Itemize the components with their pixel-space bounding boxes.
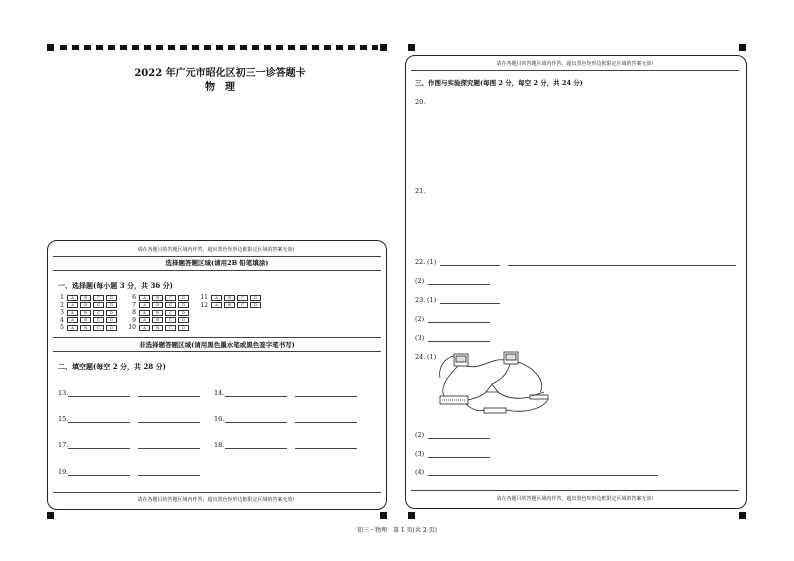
sub-question-label: (4) bbox=[415, 468, 425, 476]
choice-bubble[interactable]: D bbox=[178, 325, 189, 331]
choice-bubble[interactable]: A bbox=[67, 325, 78, 331]
choice-number: 5 bbox=[60, 324, 64, 332]
page-title: 2022 年广元市昭化区初三一诊答题卡 bbox=[134, 68, 306, 79]
choice-bubble[interactable]: A bbox=[139, 295, 150, 301]
sub-question-label: (2) bbox=[415, 431, 425, 439]
choice-bubble[interactable]: A bbox=[211, 295, 222, 301]
choice-number: 7 bbox=[132, 301, 136, 309]
choice-bubble[interactable]: B bbox=[80, 295, 91, 301]
boundary-warning: 请在各题目的答题区域内作答，超出黑色矩形边框限定区域的答案无效! bbox=[496, 61, 654, 67]
circuit-diagram bbox=[436, 348, 556, 418]
question-number: 16. bbox=[214, 415, 225, 423]
choice-bubble[interactable]: D bbox=[106, 295, 117, 301]
battery-icon bbox=[484, 408, 506, 413]
choice-row bbox=[200, 302, 263, 309]
choice-bubble[interactable]: C bbox=[93, 302, 104, 308]
choice-bubble[interactable]: C bbox=[93, 310, 104, 316]
registration-mark bbox=[380, 44, 387, 51]
divider bbox=[53, 492, 381, 493]
section-fill-heading: 二、填空题(每空 2 分，共 28 分) bbox=[58, 362, 166, 371]
divider bbox=[53, 351, 381, 352]
choice-bubble[interactable]: D bbox=[106, 302, 117, 308]
answer-blank[interactable] bbox=[428, 475, 658, 476]
lamp-icon bbox=[486, 384, 498, 392]
section-choice-heading: 一、选择题(每小题 3 分，共 36 分) bbox=[58, 281, 173, 290]
choice-row bbox=[128, 324, 191, 331]
choice-bubble[interactable]: B bbox=[80, 317, 91, 323]
choice-number: 9 bbox=[132, 316, 136, 324]
choice-bubble[interactable]: A bbox=[139, 310, 150, 316]
answer-blank[interactable] bbox=[138, 475, 200, 476]
answer-blank[interactable] bbox=[440, 265, 500, 266]
divider bbox=[53, 270, 381, 271]
answer-blank[interactable] bbox=[295, 422, 357, 423]
choice-bubble[interactable]: A bbox=[139, 325, 150, 331]
answer-blank[interactable] bbox=[138, 448, 200, 449]
choice-row bbox=[200, 294, 263, 301]
choice-bubble[interactable]: C bbox=[165, 295, 176, 301]
choice-number: 10 bbox=[128, 324, 136, 332]
divider bbox=[411, 490, 739, 491]
divider bbox=[53, 256, 381, 257]
question-number: 14. bbox=[214, 389, 225, 397]
divider bbox=[53, 337, 381, 338]
answer-blank[interactable] bbox=[295, 396, 357, 397]
choice-row bbox=[56, 294, 119, 301]
answer-blank[interactable] bbox=[68, 475, 130, 476]
answer-blank[interactable] bbox=[428, 341, 490, 342]
choice-number: 11 bbox=[200, 294, 208, 301]
question-number: 20. bbox=[415, 98, 426, 106]
choice-bubble[interactable]: B bbox=[80, 302, 91, 308]
registration-mark bbox=[739, 44, 746, 51]
boundary-warning: 请在各题目的答题区域内作答，超出黑色矩形边框限定区域的答案无效! bbox=[496, 496, 654, 502]
choice-bubble[interactable]: B bbox=[152, 295, 163, 301]
registration-mark bbox=[739, 512, 746, 519]
answer-blank[interactable] bbox=[138, 422, 200, 423]
page-footer: 初三・物理 第 1 页(共 2 页) bbox=[357, 527, 437, 534]
choice-bubble[interactable]: C bbox=[237, 295, 248, 301]
answer-blank[interactable] bbox=[225, 422, 287, 423]
choice-bubble[interactable]: B bbox=[80, 325, 91, 331]
choice-row bbox=[56, 309, 119, 316]
choice-bubble[interactable]: C bbox=[93, 317, 104, 323]
choice-bubble[interactable]: B bbox=[224, 295, 235, 301]
sub-question-label: (2) bbox=[415, 315, 425, 323]
answer-frame-right bbox=[405, 55, 747, 509]
choice-bubble[interactable]: C bbox=[93, 325, 104, 331]
choice-row bbox=[56, 302, 119, 309]
choice-bubble[interactable]: D bbox=[250, 295, 261, 301]
section-experiment-heading: 三、作图与实验探究题(每图 2 分，每空 2 分，共 24 分) bbox=[415, 79, 583, 87]
choice-bubble[interactable]: A bbox=[67, 295, 78, 301]
answer-blank[interactable] bbox=[68, 448, 130, 449]
question-number: 13. bbox=[58, 389, 69, 397]
choice-row bbox=[128, 309, 191, 316]
choice-number: 2 bbox=[60, 301, 64, 309]
choice-number: 3 bbox=[60, 309, 64, 317]
choice-row bbox=[128, 302, 191, 309]
answer-blank[interactable] bbox=[508, 265, 736, 266]
question-number: 24. bbox=[415, 353, 426, 361]
boundary-warning: 请在各题目的答题区域内作答，超出黑色矩形边框限定区域的答案无效! bbox=[137, 247, 295, 253]
choice-bubble[interactable]: C bbox=[237, 302, 248, 308]
choice-bubble[interactable]: B bbox=[224, 302, 235, 308]
choice-bubble[interactable]: D bbox=[106, 317, 117, 323]
cut-line bbox=[60, 45, 378, 50]
choice-bubble[interactable]: A bbox=[67, 302, 78, 308]
sub-question-label: (3) bbox=[415, 450, 425, 458]
choice-bubble[interactable]: D bbox=[106, 310, 117, 316]
boundary-warning: 请在各题目的答题区域内作答，超出黑色矩形边框限定区域的答案无效! bbox=[137, 497, 295, 503]
choice-bubble[interactable]: B bbox=[152, 317, 163, 323]
answer-blank[interactable] bbox=[225, 396, 287, 397]
choice-number: 8 bbox=[132, 309, 136, 317]
choice-number: 6 bbox=[132, 294, 136, 301]
choice-bubble[interactable]: D bbox=[178, 302, 189, 308]
choice-number: 12 bbox=[200, 301, 208, 309]
answer-blank[interactable] bbox=[295, 448, 357, 449]
choice-bubble[interactable]: C bbox=[165, 317, 176, 323]
answer-blank[interactable] bbox=[138, 396, 200, 397]
answer-blank[interactable] bbox=[68, 422, 130, 423]
answer-blank[interactable] bbox=[428, 438, 490, 439]
question-number: 18. bbox=[214, 441, 225, 449]
subject-title: 物 理 bbox=[205, 82, 235, 93]
choice-bubble[interactable]: D bbox=[178, 310, 189, 316]
question-number: 23. bbox=[415, 296, 426, 304]
choice-bubble[interactable]: B bbox=[152, 310, 163, 316]
registration-mark bbox=[408, 512, 415, 519]
question-number: 15. bbox=[58, 415, 69, 423]
choice-number: 1 bbox=[60, 294, 64, 301]
question-number: 17. bbox=[58, 441, 69, 449]
choice-bubble[interactable]: B bbox=[152, 302, 163, 308]
sub-question-label: (2) bbox=[415, 277, 425, 285]
choice-bubble[interactable]: B bbox=[152, 325, 163, 331]
choice-bubble[interactable]: D bbox=[106, 325, 117, 331]
choice-bubble[interactable]: B bbox=[80, 310, 91, 316]
choice-bubble[interactable]: D bbox=[178, 317, 189, 323]
divider bbox=[411, 70, 739, 71]
registration-mark bbox=[47, 512, 54, 519]
choice-bubble[interactable]: A bbox=[139, 302, 150, 308]
registration-mark bbox=[408, 44, 415, 51]
question-number: 21. bbox=[415, 187, 426, 195]
sub-question-label: (1) bbox=[427, 353, 437, 361]
answer-blank[interactable] bbox=[68, 396, 130, 397]
choice-row bbox=[128, 317, 191, 324]
choice-row bbox=[56, 317, 119, 324]
choice-bubble[interactable]: D bbox=[250, 302, 261, 308]
choice-bubble[interactable]: C bbox=[165, 325, 176, 331]
choice-bubble[interactable]: C bbox=[165, 302, 176, 308]
choice-row bbox=[56, 324, 119, 331]
answer-blank[interactable] bbox=[440, 303, 500, 304]
answer-blank[interactable] bbox=[428, 322, 490, 323]
choice-row bbox=[128, 294, 191, 301]
choice-number: 4 bbox=[60, 316, 64, 324]
choice-area-title: 选择题答题区域(请用2B 铅笔填涂) bbox=[165, 259, 269, 267]
choice-bubble[interactable]: A bbox=[139, 317, 150, 323]
choice-bubble[interactable]: A bbox=[211, 302, 222, 308]
question-number: 22. bbox=[415, 258, 426, 266]
registration-mark bbox=[380, 512, 387, 519]
answer-blank[interactable] bbox=[428, 284, 490, 285]
nonchoice-area-title: 非选择题答题区域(请用黑色墨水笔或黑色签字笔书写) bbox=[139, 341, 295, 349]
choice-bubble[interactable]: C bbox=[93, 295, 104, 301]
sub-question-label: (1) bbox=[427, 296, 437, 304]
choice-bubble[interactable]: C bbox=[165, 310, 176, 316]
answer-blank[interactable] bbox=[225, 448, 287, 449]
answer-blank[interactable] bbox=[428, 457, 490, 458]
choice-bubble[interactable]: D bbox=[178, 295, 189, 301]
question-number: 19. bbox=[58, 468, 69, 476]
sub-question-label: (3) bbox=[415, 334, 425, 342]
registration-mark bbox=[47, 44, 54, 51]
sub-question-label: (1) bbox=[427, 258, 437, 266]
choice-bubble[interactable]: A bbox=[67, 317, 78, 323]
choice-bubble[interactable]: A bbox=[67, 310, 78, 316]
